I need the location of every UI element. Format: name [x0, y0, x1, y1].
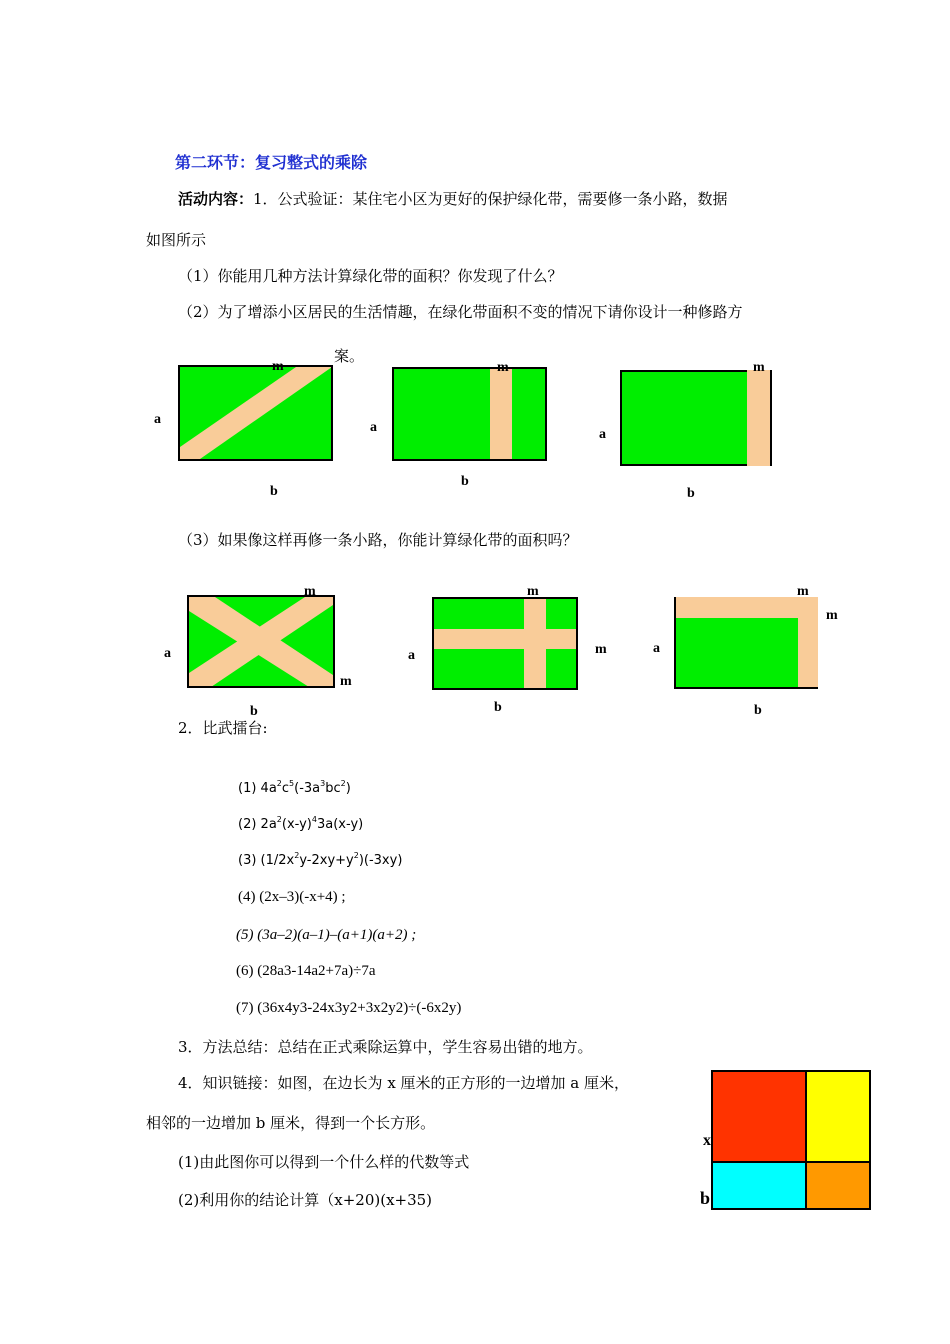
- label-m: m: [304, 584, 316, 599]
- expr-part: c: [281, 781, 290, 796]
- label-m: m: [497, 360, 509, 375]
- rect-x-by-a: [805, 1070, 871, 1163]
- road-vertical: [524, 599, 546, 690]
- expr-sup: 4: [311, 815, 317, 824]
- section-4-line-1: 4．知识链接：如图，在边长为 x 厘米的正方形的一边增加 a 厘米，: [178, 1074, 630, 1092]
- road-right: [798, 597, 818, 689]
- exercise-7: (7) (36x4y3-24x3y2+3x2y2)÷(-6x2y): [236, 1000, 462, 1016]
- question-3: （3）如果像这样再修一条小路，你能计算绿化带的面积吗？: [178, 531, 578, 549]
- activity-line-1: [178, 189, 728, 209]
- expr-part: )(-3xy): [358, 853, 403, 868]
- exercise-1: [238, 781, 351, 796]
- question-2: （2）为了增添小区居民的生活情趣，在绿化带面积不变的情况下请你设计一种修路方: [178, 303, 743, 321]
- label-x: x: [703, 1132, 711, 1149]
- expr-part: (-3a: [294, 781, 321, 796]
- lawn-x-roads: [187, 595, 335, 688]
- exercise-5: (5) (3a–2)(a–1)–(a+1)(a+2) ;: [236, 927, 417, 943]
- question-2-cont: 案。: [334, 347, 365, 365]
- label-b: b: [494, 700, 502, 715]
- expr-sup: 2: [276, 815, 282, 824]
- square-x-by-x: [711, 1070, 807, 1163]
- exercise-6: (6) (28a3-14a2+7a)÷7a: [236, 963, 376, 979]
- label-m: m: [272, 359, 284, 374]
- expr-part: (1) 4a: [238, 781, 277, 796]
- label-m: m: [527, 584, 539, 599]
- expr-sup: 2: [353, 851, 359, 860]
- expr-part: ): [345, 781, 351, 796]
- label-b: b: [270, 484, 278, 499]
- label-b: b: [700, 1188, 711, 1208]
- label-m: m: [826, 608, 838, 623]
- lawn-vertical: [392, 367, 547, 461]
- question-1: （1）你能用几种方法计算绿化带的面积？你发现了什么？: [178, 267, 563, 285]
- lawn-plus-roads: [432, 597, 578, 690]
- section-4-question-2: (2)利用你的结论计算（x+20)(x+35): [178, 1191, 433, 1209]
- rect-b-by-a: [805, 1161, 871, 1210]
- expr-sup: 2: [294, 851, 300, 860]
- label-a: a: [408, 648, 415, 663]
- exercise-2: [238, 817, 363, 832]
- exercise-3: [238, 853, 402, 868]
- road-vertical: [490, 369, 512, 461]
- expr-part: (3) (1/2x: [238, 853, 295, 868]
- label-a: a: [599, 427, 606, 442]
- expr-sup: 5: [289, 779, 295, 788]
- expr-sup: 2: [340, 779, 346, 788]
- activity-line-1-cont: 如图所示: [146, 231, 207, 249]
- rect-b-by-x: [711, 1161, 807, 1210]
- expr-part: (x-y): [281, 817, 312, 832]
- expr-part: bc: [325, 781, 341, 796]
- section-4-line-2: 相邻的一边增加 b 厘米，得到一个长方形。: [146, 1114, 436, 1132]
- section-3: 3．方法总结：总结在正式乘除运算中，学生容易出错的地方。: [178, 1038, 593, 1056]
- activity-text: 1．公式验证：某住宅小区为更好的保护绿化带，需要修一条小路，数据: [253, 190, 728, 208]
- label-a: a: [370, 420, 377, 435]
- label-b: b: [687, 486, 695, 501]
- activity-label: 活动内容：: [178, 190, 254, 208]
- section-2-title: 2．比武擂台:: [178, 719, 268, 737]
- expr-part: y-2xy+y: [299, 853, 354, 868]
- road-edge: [747, 370, 770, 466]
- label-a: a: [653, 641, 660, 656]
- road-top: [676, 597, 818, 618]
- label-m: m: [753, 360, 765, 375]
- label-a: a: [154, 412, 161, 427]
- road-horizontal: [434, 629, 578, 649]
- expr-part: (2) 2a: [238, 817, 277, 832]
- label-b: b: [461, 474, 469, 489]
- label-a: a: [164, 646, 171, 661]
- section-4-question-1: (1)由此图你可以得到一个什么样的代数等式: [178, 1153, 470, 1171]
- lawn-l-roads: [674, 597, 818, 689]
- label-m: m: [340, 674, 352, 689]
- exercise-4: (4) (2x–3)(-x+4) ;: [238, 889, 346, 905]
- label-m: m: [797, 584, 809, 599]
- expr-sup: 2: [276, 779, 282, 788]
- label-b: b: [754, 703, 762, 718]
- section-heading: 第二环节：复习整式的乘除: [175, 153, 368, 172]
- label-b: b: [250, 704, 258, 719]
- expr-part: 3a(x-y): [316, 817, 364, 832]
- label-m: m: [595, 642, 607, 657]
- lawn-diagonal: [178, 365, 333, 461]
- expr-sup: 3: [320, 779, 326, 788]
